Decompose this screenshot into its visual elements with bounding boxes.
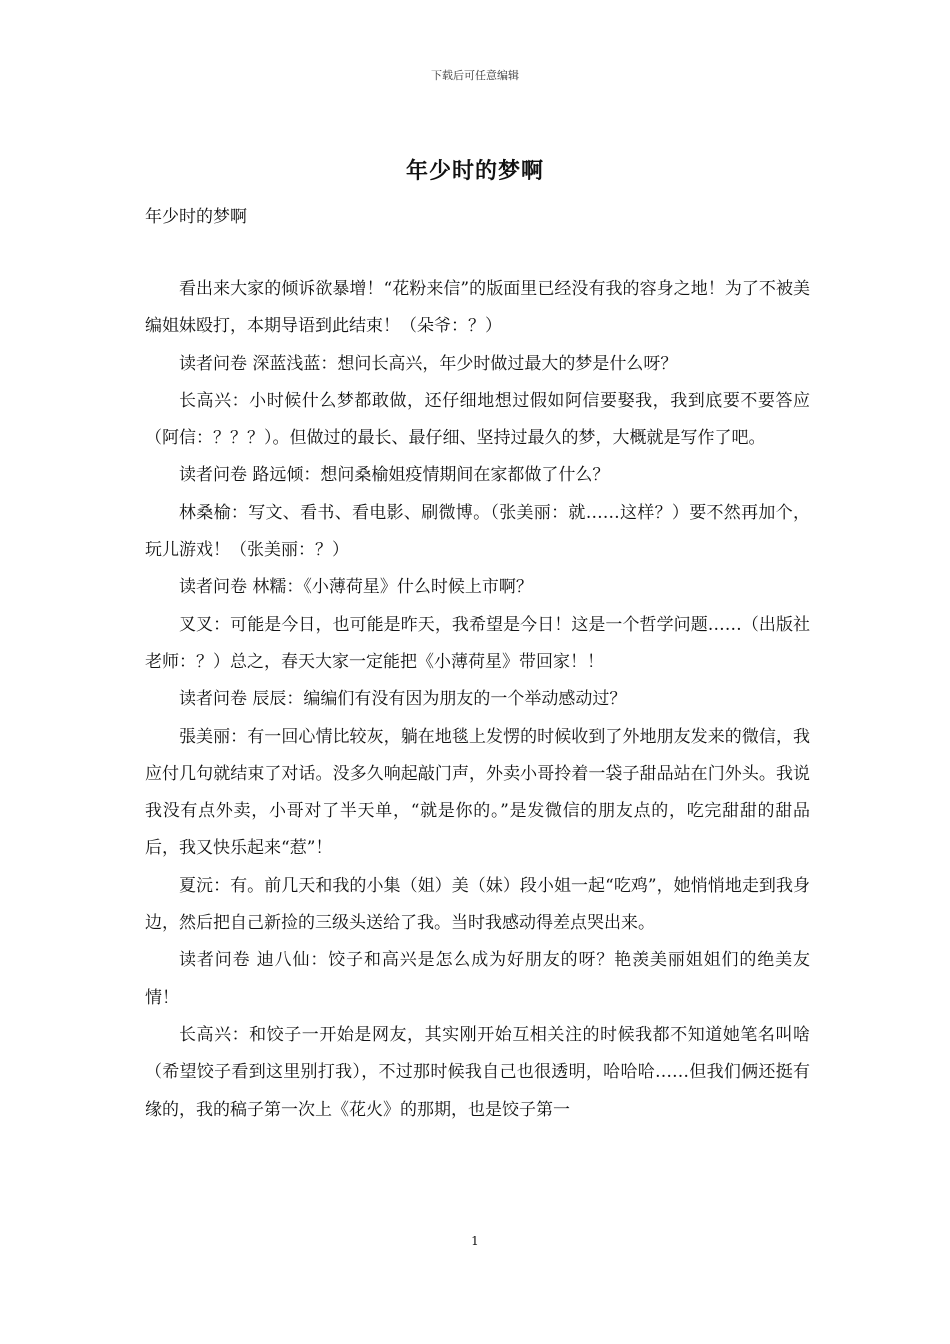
paragraph-question: 读者问卷 迪八仙：饺子和高兴是怎么成为好朋友的呀？艳羡美丽姐姐们的绝美友情！ xyxy=(145,950,810,1008)
paragraph-answer: 叉叉：可能是今日，也可能是昨天，我希望是今日！这是一个哲学问题……（出版社老师：？）总之，春天大家一定能把《小薄荷星》带回家！！ xyxy=(145,614,810,672)
paragraph-answer: 长高兴：和饺子一开始是网友，其实刚开始互相关注的时候我都不知道她笔名叫啥（希望饺子看到这里别打我），不过那时候我自己也很透明，哈哈哈……但我们俩还挺有缘的，我的稿子第一次上《花火》的那期，也是饺子第一 xyxy=(145,1024,810,1120)
paragraph-answer: 夏沅：有。前几天和我的小集（姐）美（妹）段小姐一起“吃鸡”，她悄悄地走到我身边，然后把自己新捡的三级头送给了我。当时我感动得差点哭出来。 xyxy=(145,875,810,934)
paragraph-answer: 林桑榆：写文、看书、看电影、刷微博。（张美丽：就……这样？）要不然再加个，玩儿游戏！（张美丽：？） xyxy=(145,502,810,561)
paragraph-answer: 張美丽：有一回心情比较灰，躺在地毯上发愣的时候收到了外地朋友发来的微信，我应付几句就结束了对话。没多久响起敲门声，外卖小哥拎着一袋子甜品站在门外头。我说我没有点外卖，小哥对了半天单，“就是你的。”是发微信的朋友点的，吃完甜甜的甜品后，我又快乐起来“惹”！ xyxy=(145,726,810,859)
paragraph-intro: 看出来大家的倾诉欲暴增！“花粉来信”的版面里已经没有我的容身之地！为了不被美编姐妹殴打，本期导语到此结束！（朵爷：？） xyxy=(145,279,810,337)
paragraph-question: 读者问卷 辰辰：编编们有没有因为朋友的一个举动感动过？ xyxy=(179,689,627,710)
header-note: 下载后可任意编辑 xyxy=(431,69,519,82)
page-number: 1 xyxy=(471,1234,479,1248)
paragraph-question: 读者问卷 林糯：《小薄荷星》什么时候上市啊？ xyxy=(179,577,533,598)
paragraph-question: 读者问卷 深蓝浅蓝：想问长高兴，年少时做过最大的梦是什么呀？ xyxy=(179,353,678,374)
document-subtitle: 年少时的梦啊 xyxy=(145,207,247,227)
paragraph-question: 读者问卷 路远倾：想问桑榆姐疫情期间在家都做了什么？ xyxy=(179,465,610,486)
body-text xyxy=(145,271,810,1129)
document-title: 年少时的梦啊 xyxy=(405,158,544,184)
paragraph-answer: 长高兴：小时候什么梦都敢做，还仔细地想过假如阿信要娶我，我到底要不要答应（阿信：？？？）。但做过的最长、最仔细、坚持过最久的梦，大概就是写作了吧。 xyxy=(145,390,810,449)
